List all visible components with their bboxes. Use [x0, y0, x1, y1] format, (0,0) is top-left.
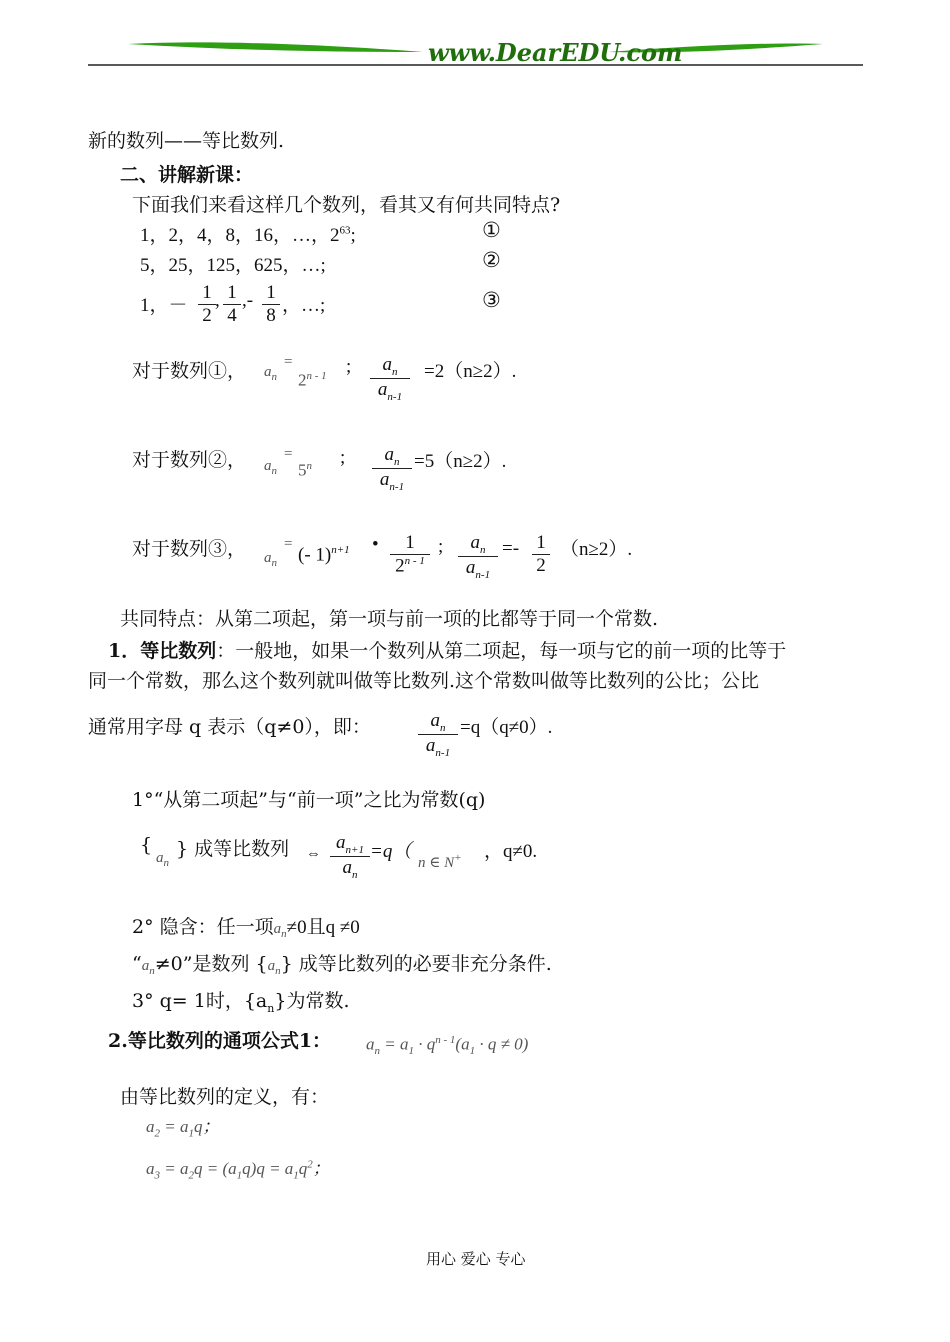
ratio-frac-1: $\frac{a_n}{a_{n-1}}$: [370, 354, 410, 403]
note-2-an: $a_n$: [273, 921, 287, 940]
formula-2-an: $a_n$: [264, 458, 277, 477]
formula-3-eq: =: [284, 536, 293, 552]
definition-frac: $\frac{a_n}{a_{n-1}}$: [418, 710, 458, 759]
marker-1: ①: [482, 218, 501, 242]
sequence-1: 1，2，4，8，16，…，$2^{63}$;: [140, 224, 356, 246]
seq3-end: ，…;: [282, 295, 326, 316]
iff-symbol: ⇔: [306, 846, 321, 862]
note-1b-text: } 成等比数列: [176, 838, 290, 860]
general-formula: $a_n = a_1 \cdot q^{n - 1}(a_1 \cdot q \ne 0)$: [366, 1034, 529, 1058]
definition-line-2: 同一个常数，那么这个数列就叫做等比数列.这个常数叫做等比数列的公比；公比: [88, 670, 760, 692]
marker-2: ②: [482, 248, 501, 272]
derivation-1: $a_2 = a_1q$；: [146, 1117, 220, 1140]
note-1b-eq: =q（: [370, 841, 412, 862]
note-3: 3° q= 1时，$\{a_n\}$为常数.: [132, 990, 350, 1015]
seq3-comma-1: ,: [215, 290, 220, 311]
definition-title: 1．等比数列: [108, 640, 217, 662]
definition-line-1: [108, 636, 786, 663]
for-seq-2: 对于数列②，: [132, 449, 247, 471]
formula-3-frac: $\frac{1}{2^{n - 1}}$: [390, 532, 430, 577]
definition-text: ：一般地，如果一个数列从第二项起，每一项与它的前一项的比等于: [216, 640, 787, 662]
note-1: 1°“从第二项起”与“前一项”之比为常数(q): [132, 789, 486, 811]
formula-title: 2.等比数列的通项公式1：: [108, 1030, 332, 1052]
formula-3-dot: •: [372, 534, 379, 555]
marker-3: ③: [482, 288, 501, 312]
ratio-frac-3: $\frac{a_n}{a_{n-1}}$: [458, 532, 498, 581]
note-2c: “$a_n\ne 0$”是数列 $\{a_n\}$ 成等比数列的必要非充分条件.: [132, 953, 552, 977]
section-heading: 二、讲解新课：: [120, 164, 254, 186]
note-1b-frac: $\frac{a_{n+1}}{a_n}$: [330, 832, 370, 881]
ratio-frac-2: $\frac{a_n}{a_{n-1}}$: [372, 444, 412, 493]
formula-1-eq: =: [284, 354, 293, 370]
by-definition: 由等比数列的定义，有：: [120, 1086, 330, 1108]
formula-2-pow: 5$^n$: [298, 460, 312, 480]
formula-3-an: $a_n$: [264, 550, 277, 569]
formula-3-semicolon: ;: [438, 536, 444, 557]
seq3-frac-1: $\frac{1}{2}$: [198, 282, 216, 327]
for-seq-3: 对于数列③，: [132, 538, 247, 560]
result-3-eq: =-: [502, 538, 520, 559]
derivation-2: $a_3 = a_2q = (a_1q)q = a_1q^2$；: [146, 1158, 330, 1182]
question-line: 下面我们来看这样几个数列，看其又有何共同特点?: [132, 194, 561, 216]
note-2: 2° 隐含：任一项$a_n\ne 0$且q ≠0: [132, 916, 360, 940]
seq3-frac-3: $\frac{1}{8}$: [262, 282, 280, 327]
note-1b-end: ，q≠0.: [484, 841, 538, 862]
sequence-2: 5，25，125，625，…;: [140, 255, 326, 276]
seq3-frac-2: $\frac{1}{4}$: [223, 282, 241, 327]
seq3-minus: ,-: [242, 290, 254, 311]
footer-text: 用心 爱心 专心: [426, 1250, 526, 1268]
result-1: =2（n≥2）.: [424, 361, 517, 382]
formula-2-semicolon: ;: [340, 447, 346, 468]
common-feature: 共同特点：从第二项起，第一项与前一项的比都等于同一个常数.: [120, 608, 659, 630]
note-1b-domain: n ∈ N+: [418, 852, 462, 871]
site-url[interactable]: www.DearEDU.com: [428, 38, 683, 67]
definition-line-3: 通常用字母 q 表示（q≠0），即：: [88, 716, 371, 738]
formula-3-pow: (- 1)$^{n+1}$: [298, 544, 350, 566]
note-2c-an: $a_n$: [141, 958, 155, 977]
result-3: （n≥2）.: [560, 539, 633, 560]
formula-1-an: $a_n$: [264, 364, 277, 383]
note-2c-an-2: $a_n$: [267, 958, 281, 977]
sequence-3: 1，－: [140, 295, 188, 316]
note-1b-open: {: [140, 834, 153, 856]
for-seq-1: 对于数列①，: [132, 360, 247, 382]
formula-1-semicolon: ;: [346, 356, 352, 377]
intro-line: 新的数列——等比数列.: [88, 130, 285, 152]
formula-1-pow: 2$^{n - 1}$: [298, 370, 327, 390]
definition-result: =q（q≠0）.: [460, 717, 553, 738]
result-3-frac: $\frac{1}{2}$: [532, 532, 550, 577]
formula-2-eq: =: [284, 446, 293, 462]
header-banner: [88, 30, 863, 70]
note-1b-an: $a_n$: [156, 850, 169, 869]
result-2: =5（n≥2）.: [414, 451, 507, 472]
